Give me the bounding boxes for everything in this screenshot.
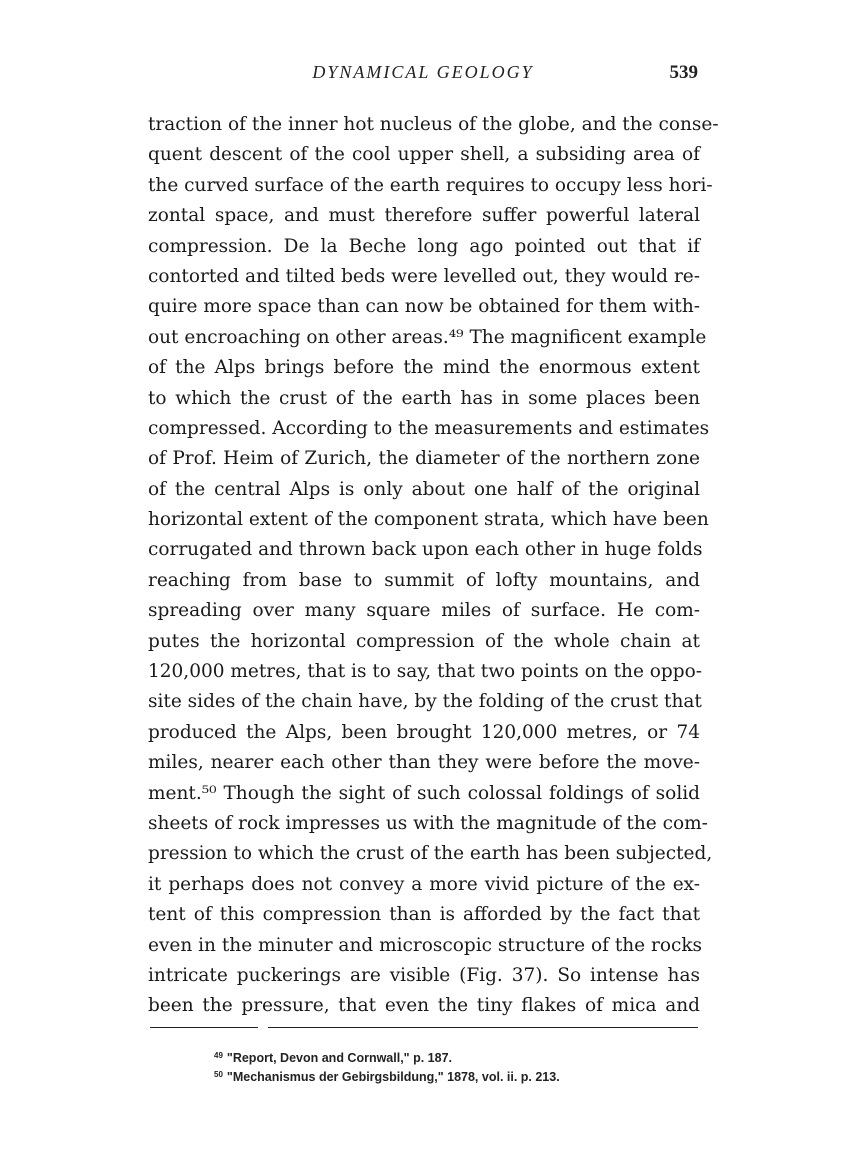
text-line: traction of the inner hot nucleus of the globe, and the conse- (148, 114, 719, 135)
text-line: the curved surface of the earth requires to occupy less hori- (148, 174, 713, 196)
text-line: sheets of rock impresses us with the magnitude of the com- (148, 812, 708, 834)
footnote-rule (268, 1027, 698, 1028)
text-line: pression to which the crust of the earth has been subjected, (148, 843, 713, 865)
text-line: compression. De la Beche long ago pointed out that if (148, 235, 700, 257)
text-line: quent descent of the cool upper shell, a subsiding area of (148, 144, 700, 166)
text-line: even in the minuter and microscopic structure of the rocks (148, 934, 703, 956)
text-line: of the Alps brings before the mind the enormous extent (148, 357, 700, 379)
page-number: 539 (669, 62, 698, 83)
page-header (148, 62, 698, 92)
footnote-text: "Mechanismus der Gebirgsbildung," 1878, vol. ii. p. 213. (226, 1070, 560, 1084)
text-line: produced the Alps, been brought 120,000 metres, or 74 (148, 721, 700, 743)
text-line: site sides of the chain have, by the folding of the crust that (148, 691, 702, 713)
text-line: spreading over many square miles of surface. He com- (148, 600, 700, 622)
text-line: zontal space, and must therefore suffer powerful lateral (148, 205, 700, 227)
footnote-text: "Report, Devon and Cornwall," p. 187. (226, 1051, 452, 1065)
text-line: putes the horizontal compression of the whole chain at (148, 630, 700, 652)
footnote-marker: 49 (214, 1051, 223, 1060)
text-line: been the pressure, that even the tiny flakes of mica and (148, 995, 700, 1017)
text-line: 120,000 metres, that is to say, that two points on the oppo- (148, 661, 702, 683)
text-line: out encroaching on other areas.⁴⁹ The magnificent example (148, 326, 707, 348)
text-line: compressed. According to the measurements and estimates (148, 417, 710, 439)
body-text (148, 110, 719, 1022)
text-line: quire more space than can now be obtained for them with- (148, 296, 700, 318)
text-line: tent of this compression than is afforded by the fact that (148, 904, 700, 926)
text-line: horizontal extent of the component strata, which have been (148, 509, 709, 531)
text-line: to which the crust of the earth has in some places been (148, 387, 700, 409)
text-line: reaching from base to summit of lofty mountains, and (148, 569, 700, 591)
text-line: it perhaps does not convey a more vivid picture of the ex- (148, 873, 700, 895)
footnote-marker: 50 (214, 1070, 223, 1079)
text-line: of Prof. Heim of Zurich, the diameter of the northern zone (148, 448, 700, 470)
running-title: DYNAMICAL GEOLOGY (312, 62, 534, 82)
footnotes (214, 1046, 694, 1084)
footnote (214, 1065, 694, 1084)
text-line: ment.⁵⁰ Though the sight of such colossal foldings of solid (148, 782, 700, 804)
text-line: corrugated and thrown back upon each other in huge folds (148, 539, 703, 561)
footnote-rule (150, 1027, 258, 1028)
text-line: of the central Alps is only about one half of the original (148, 478, 700, 500)
text-line: miles, nearer each other than they were before the move- (148, 752, 700, 774)
text-line: contorted and tilted beds were levelled out, they would re- (148, 265, 700, 287)
footnote (214, 1046, 694, 1065)
text-line: intricate puckerings are visible (Fig. 37). So intense has (148, 964, 700, 986)
